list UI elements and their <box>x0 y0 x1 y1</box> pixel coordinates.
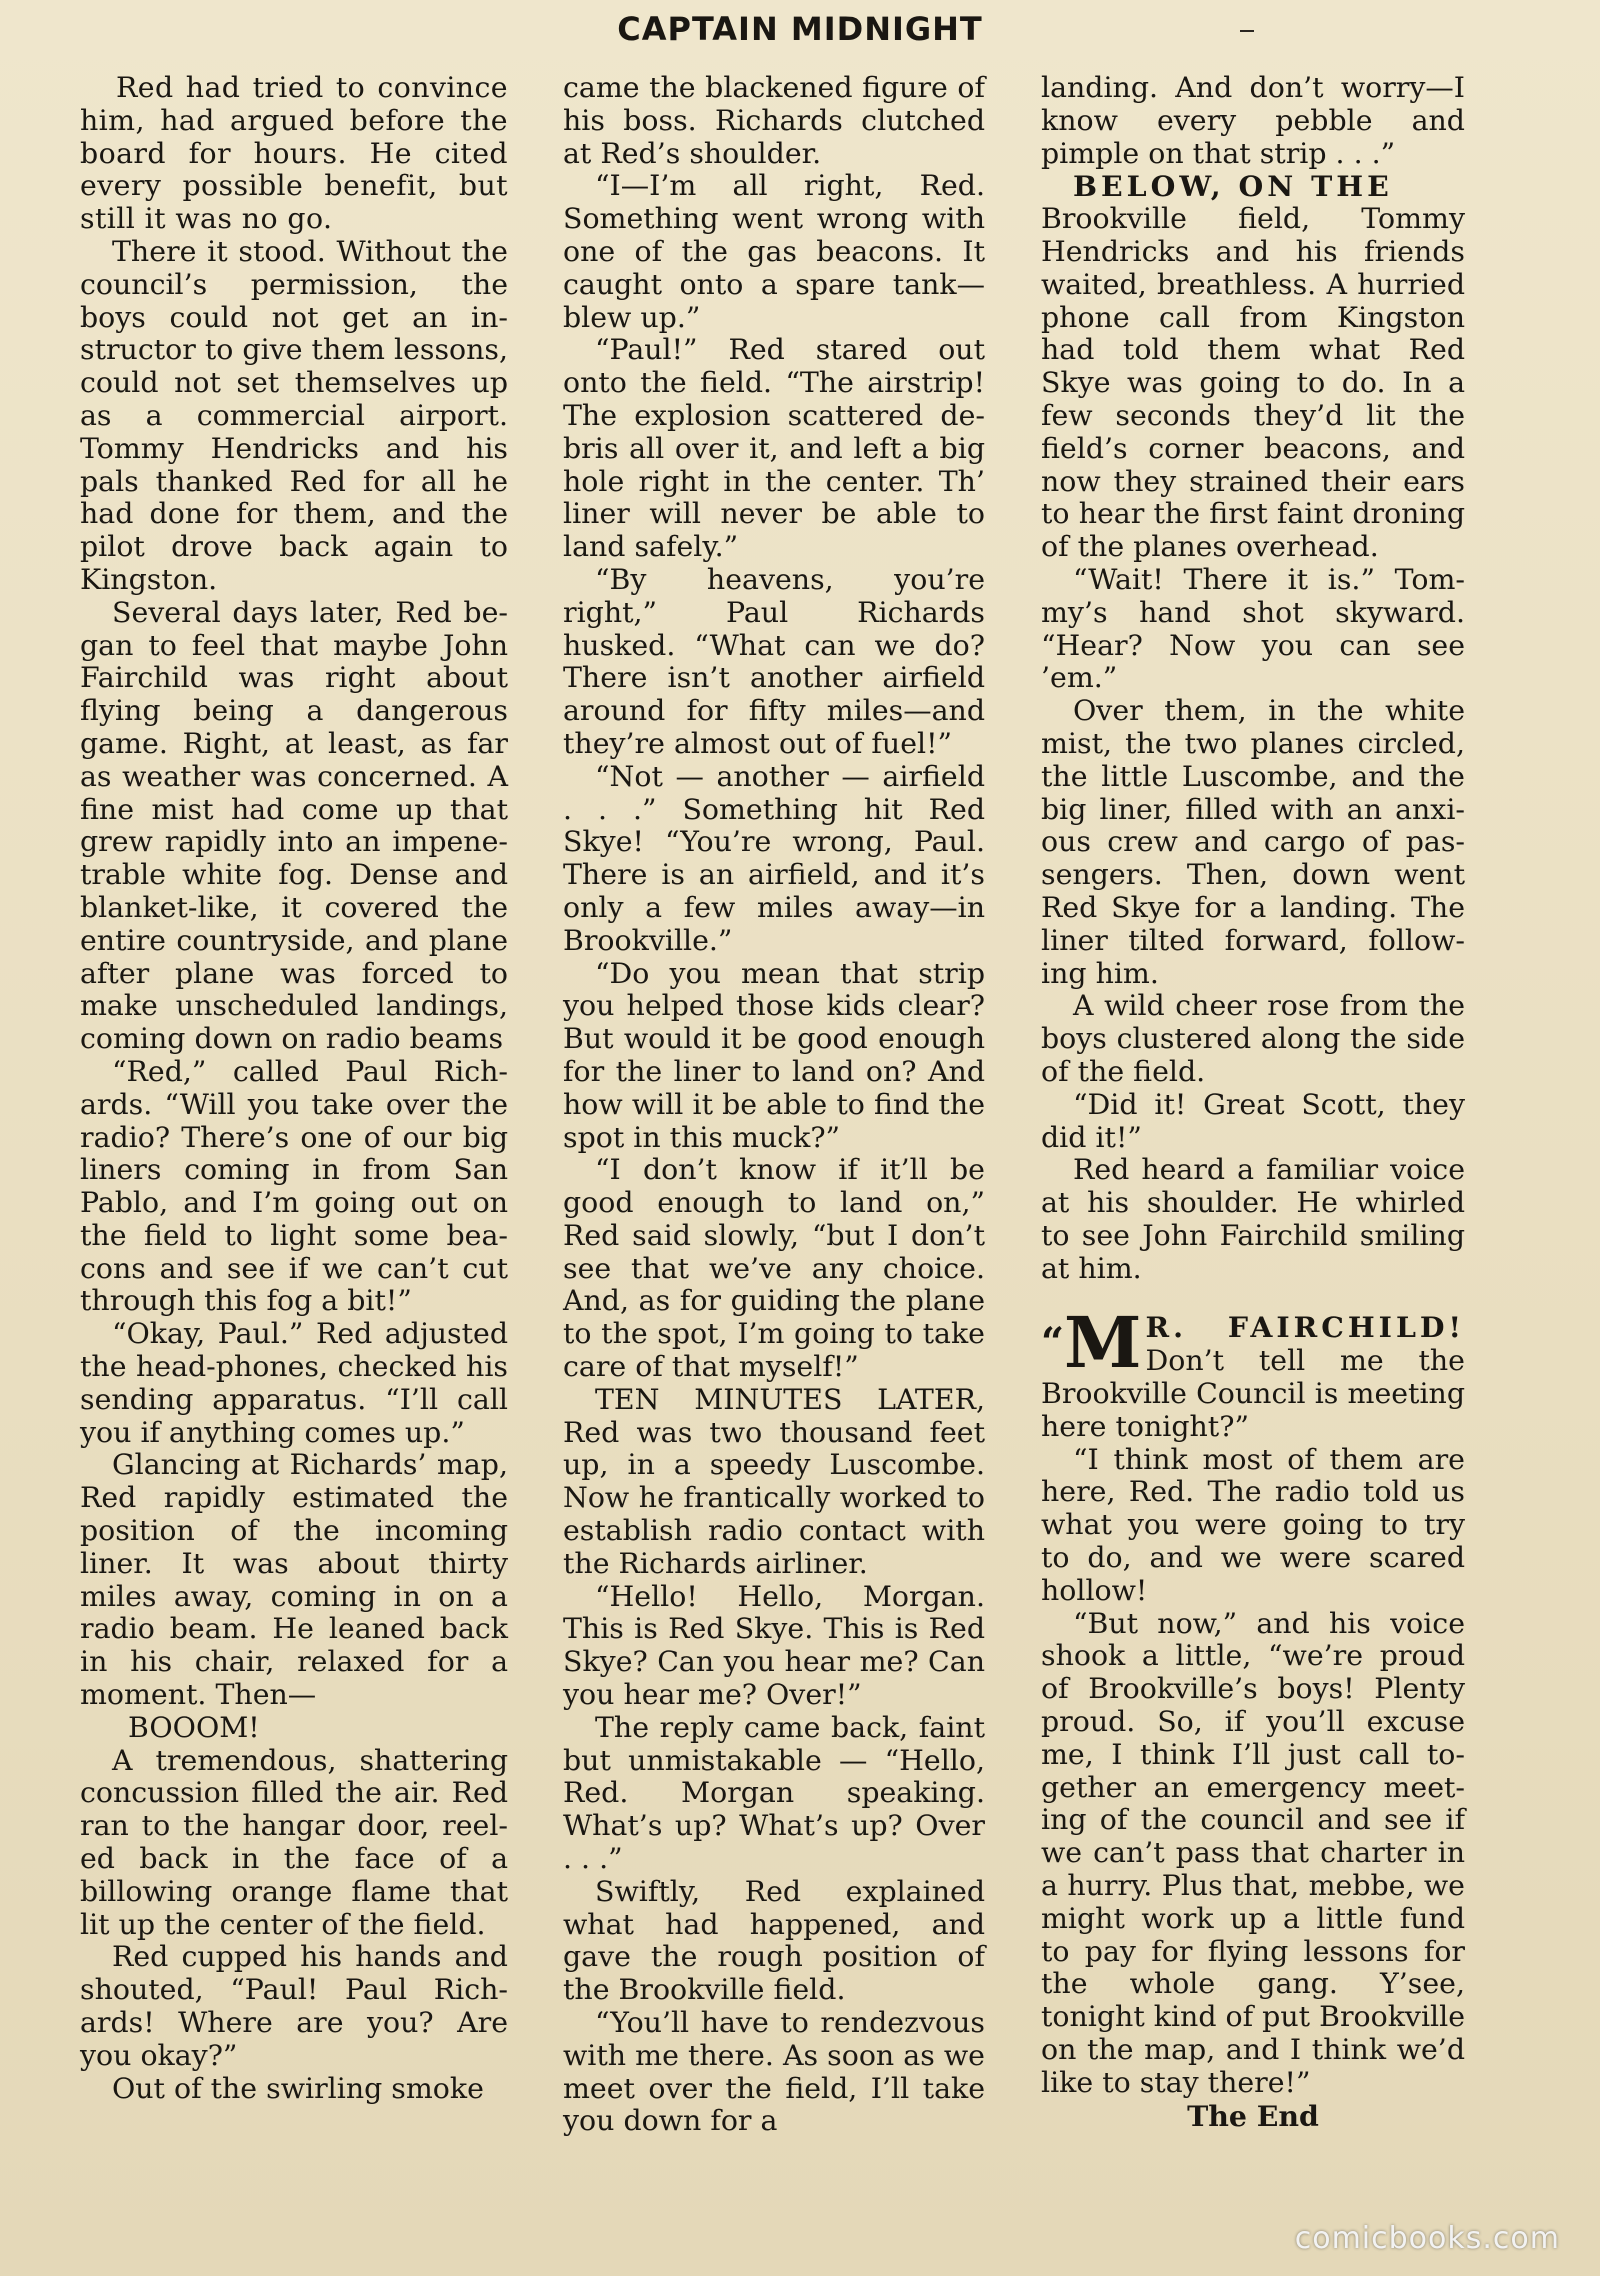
text-column-2 <box>563 72 985 2138</box>
watermark: comicbooks.com <box>1294 2221 1560 2256</box>
paragraph: “Red,” called Paul Richards. “Will you take over the radio? There’s one of our big liners coming in from San Pablo, and I’m going out on the field to light some beacons and see if we can’t cut through this fog a bit!” <box>80 1054 508 1318</box>
paragraph: Red heard a familiar voice at his shoulder. He whirled to see John Fairchild smiling at him. <box>1041 1153 1465 1285</box>
paragraph: “Hello! Hello, Morgan. This is Red Skye. This is Red Skye? Can you hear me? Can you hear me? Over!” <box>563 1579 985 1712</box>
text-column-1 <box>80 72 508 2105</box>
paragraph: A tremendous, shattering concussion filled the air. Red ran to the hangar door, reeled back in the face of a billowing orange flame that lit up the center of the field. <box>80 1743 508 1941</box>
paragraph: Several days later, Red began to feel that maybe John Fairchild was right about flying being a dangerous game. Right, at least, as far as weather was concerned. A fine mist had come up that grew rapidly into an impenetrable white fog. Dense and blanket-like, it covered the entire countryside, and plane after plane was forced to make unscheduled landings, coming down on radio beams <box>80 595 508 1056</box>
paragraph: “Wait! There it is.” Tommy’s hand shot skyward. “Hear? Now you can see ’em.” <box>1041 562 1465 695</box>
paragraph: “Did it! Great Scott, they did it!” <box>1041 1087 1465 1154</box>
paragraph: “You’ll have to rendezvous with me there. As soon as we meet over the field, I’ll take you down for a <box>563 2006 985 2138</box>
paragraph: Brookville field, Tommy Hendricks and his friends waited, breathless. A hurried phone call from Kingston had told them what Red Skye was going to do. In a few seconds they’d lit the field’s corner beacons, and now they strained their ears to hear the first faint droning of the planes overhead. <box>1041 202 1465 564</box>
paragraph: TEN MINUTES LATER, Red was two thousand feet up, in a speedy Luscombe. Now he frantically worked to establish radio contact with the Richards airliner. <box>563 1382 985 1580</box>
paragraph: “I think most of them are here, Red. The radio told us what you were going to try to do, and we were scared hollow! <box>1041 1442 1465 1607</box>
paragraph: There it stood. Without the council’s permission, the boys could not get an instructor to give them lessons, could not set themselves up as a commercial airport. Tommy Hendricks and his pals thanked Red for all he had done for them, and the pilot drove back again to Kingston. <box>80 234 508 596</box>
the-end: The End <box>1187 2098 1319 2133</box>
paragraph: “Not — another — airfield . . .” Something hit Red Skye! “You’re wrong, Paul. There is an airfield, and it’s only a few miles away—in Brookville.” <box>563 759 985 957</box>
paragraph: “Do you mean that strip you helped those kids clear? But would it be good enough for the liner to land on? And how will it be able to find the spot in this muck?” <box>563 956 985 1154</box>
paragraph: “Paul!” Red stared out onto the field. “The airstrip! The explosion scattered debris all over it, and left a big hole right in the center. Th’ liner will never be able to land safely.” <box>563 333 985 564</box>
paragraph: “But now,” and his voice shook a little, “we’re proud of Brookville’s boys! Plenty proud. So, if you’ll excuse me, I think I’ll just call together an emergency meeting of the council and see if we can’t pass that charter in a hurry. Plus that, mebbe, we might work up a little fund to pay for flying lessons for the whole gang. Y’see, tonight kind of put Brookville on the map, and I think we’d like to stay there!” <box>1041 1606 1465 2099</box>
dropcap-section <box>1041 1301 1465 1443</box>
paragraph: “Okay, Paul.” Red adjusted the head-phones, checked his sending apparatus. “I’ll call you if anything comes up.” <box>80 1317 508 1449</box>
paragraph: Red had tried to convince him, had argued before the board for hours. He cited every possible benefit, but still it was no go. <box>80 71 508 236</box>
paragraph: landing. And don’t worry—I know every pebble and pimple on that strip . . .” <box>1041 71 1465 170</box>
page-title: CAPTAIN MIDNIGHT <box>617 10 983 48</box>
dropcap-text: Don’t tell me the Brookville Council is meeting here tonight?” <box>1041 1344 1465 1443</box>
dropcap-paragraph <box>1041 1301 1465 1443</box>
paragraph: Out of the swirling smoke <box>112 2071 484 2105</box>
paragraph: came the blackened figure of his boss. Richards clutched at Red’s shoulder. <box>563 71 985 170</box>
text-column-3 <box>1041 72 1465 2132</box>
paragraph: Swiftly, Red explained what had happened, and gave the rough position of the Brookville field. <box>563 1874 985 2007</box>
paragraph: Glancing at Richards’ map, Red rapidly estimated the position of the incoming liner. It was about thirty miles away, coming in on a radio beam. He leaned back in his chair, relaxed for a moment. Then— <box>80 1448 508 1712</box>
section-lead: BELOW, ON THE <box>1073 169 1393 204</box>
sound-effect: BOOOM! <box>128 1710 260 1744</box>
dropcap: “M <box>1041 1301 1142 1385</box>
paragraph: “By heavens, you’re right,” Paul Richards husked. “What can we do? There isn’t another airfield around for fifty miles—and they’re almost out of fuel!” <box>563 562 985 760</box>
paragraph: “I don’t know if it’ll be good enough to land on,” Red said slowly, “but I don’t see that we’ve any choice. And, as for guiding the plane to the spot, I’m going to take care of that myself!” <box>563 1153 985 1384</box>
paragraph: The reply came back, faint but unmistakable — “Hello, Red. Morgan speaking. What’s up? What’s up? Over . . .” <box>563 1710 985 1876</box>
paragraph: A wild cheer rose from the boys clustered along the side of the field. <box>1041 989 1465 1088</box>
dropcap-rest: R. FAIRCHILD! <box>1145 1310 1465 1345</box>
print-mark <box>1240 30 1254 32</box>
paragraph: “I—I’m all right, Red. Something went wrong with one of the gas beacons. It caught onto a spare tank—blew up.” <box>563 169 985 334</box>
paragraph: Red cupped his hands and shouted, “Paul! Paul Richards! Where are you? Are you okay?” <box>80 1940 508 2072</box>
paragraph: Over them, in the white mist, the two planes circled, the little Luscombe, and the big liner, filled with an anxious crew and cargo of passengers. Then, down went Red Skye for a landing. The liner tilted forward, following him. <box>1041 694 1465 990</box>
